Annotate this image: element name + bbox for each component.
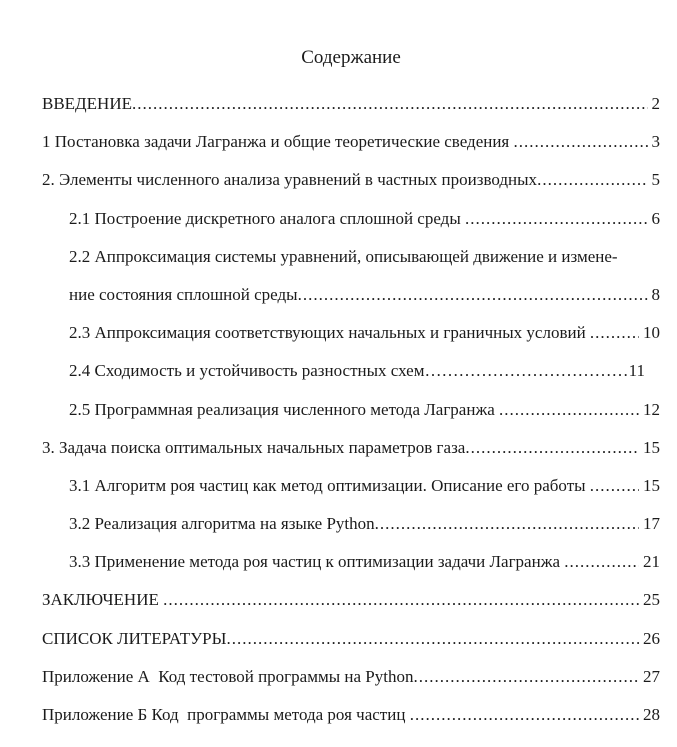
toc-leader-dots (465, 209, 648, 229)
toc-page-number: 2 (651, 94, 660, 113)
toc-entry[interactable] (42, 247, 660, 285)
toc-page-number: 21 (643, 552, 660, 572)
toc-page-number: 15 (643, 437, 660, 457)
toc-leader-dots (564, 552, 639, 572)
toc-entry-text: ние состояния сплошной среды (69, 284, 298, 304)
toc-entry-text: 3.2 Реализация алгоритма на языке Python (69, 514, 375, 534)
toc-entry-text: 1 Постановка задачи Лагранжа и общие теоретические сведения (42, 132, 514, 152)
toc-entry[interactable] (42, 132, 660, 170)
toc-entry-text: 2.1 Построение дискретного аналога сплошной среды (69, 208, 465, 228)
toc-entry[interactable] (42, 552, 660, 590)
toc-entry-text: 2.4 Сходимость и устойчивость разностных схем (69, 361, 425, 381)
toc-entry[interactable] (42, 94, 660, 132)
toc-leader-dots (499, 400, 639, 420)
toc-entry[interactable] (42, 285, 660, 323)
toc-title: Содержание (301, 47, 401, 68)
toc-page-number: 28 (643, 705, 660, 724)
toc-entry-text: 3.1 Алгоритм роя частиц как метод оптимизации. Описание его работы (69, 475, 590, 495)
toc-page-number: 17 (643, 514, 660, 534)
toc-page-number: 27 (643, 666, 660, 686)
toc-page-number: 8 (651, 284, 660, 304)
toc-page-number: 12 (643, 399, 660, 419)
toc-page-number: 3 (651, 132, 660, 152)
toc-entry-text: Приложение А Код тестовой программы на Python (42, 666, 414, 686)
toc-entry-text: 2.3 Аппроксимация соответствующих начальных и граничных условий (69, 323, 590, 343)
toc-entry-text: 3.3 Применение метода роя частиц к оптимизации задачи Лагранжа (69, 552, 565, 572)
toc-entry[interactable] (42, 514, 660, 552)
toc-entry-text: 3. Задача поиска оптимальных начальных параметров газа (42, 437, 466, 457)
toc-entry[interactable] (42, 361, 660, 399)
toc-leader-dots (410, 705, 639, 725)
toc-leader-dots (298, 285, 648, 305)
toc-page-number: 5 (651, 170, 660, 190)
toc-entry[interactable] (42, 705, 660, 743)
toc-leader-dots (425, 361, 629, 381)
toc-leader-dots (590, 323, 639, 343)
toc-page-number: 11 (628, 361, 645, 381)
toc-leader-dots (413, 667, 639, 687)
toc-leader-dots (163, 590, 639, 610)
toc-entry[interactable] (42, 667, 660, 705)
toc-entry-text: 2. Элементы численного анализа уравнений в частных производных (42, 170, 538, 190)
toc-entry[interactable] (42, 400, 660, 438)
toc-page-number: 6 (651, 208, 660, 228)
toc-entry[interactable] (42, 438, 660, 476)
toc-leader-dots (132, 94, 648, 114)
toc-page-number: 26 (643, 628, 660, 648)
toc-entry-text: СПИСОК ЛИТЕРАТУРЫ (42, 628, 227, 648)
toc-entry[interactable] (42, 590, 660, 628)
toc-leader-dots (375, 514, 639, 534)
toc-entry[interactable] (42, 170, 660, 208)
toc-leader-dots (590, 476, 639, 496)
toc-page-number: 10 (643, 323, 660, 343)
toc-list (42, 94, 660, 743)
toc-entry[interactable] (42, 629, 660, 667)
toc-leader-dots (514, 132, 648, 152)
toc-entry-text: 2.2 Аппроксимация системы уравнений, описывающей движение и измене- (69, 246, 618, 266)
toc-entry-text: ВВЕДЕНИЕ (42, 94, 132, 113)
toc-entry[interactable] (42, 209, 660, 247)
toc-leader-dots (537, 170, 647, 190)
toc-entry[interactable] (42, 476, 660, 514)
toc-entry-text: 2.5 Программная реализация численного метода Лагранжа (69, 399, 499, 419)
toc-entry-text: Приложение Б Код программы метода роя частиц (42, 705, 410, 724)
toc-page-number: 15 (643, 475, 660, 495)
toc-page-number: 25 (643, 590, 660, 610)
toc-leader-dots (226, 629, 639, 649)
toc-entry-text: ЗАКЛЮЧЕНИЕ (42, 590, 164, 610)
toc-leader-dots (465, 438, 639, 458)
toc-entry[interactable] (42, 323, 660, 361)
